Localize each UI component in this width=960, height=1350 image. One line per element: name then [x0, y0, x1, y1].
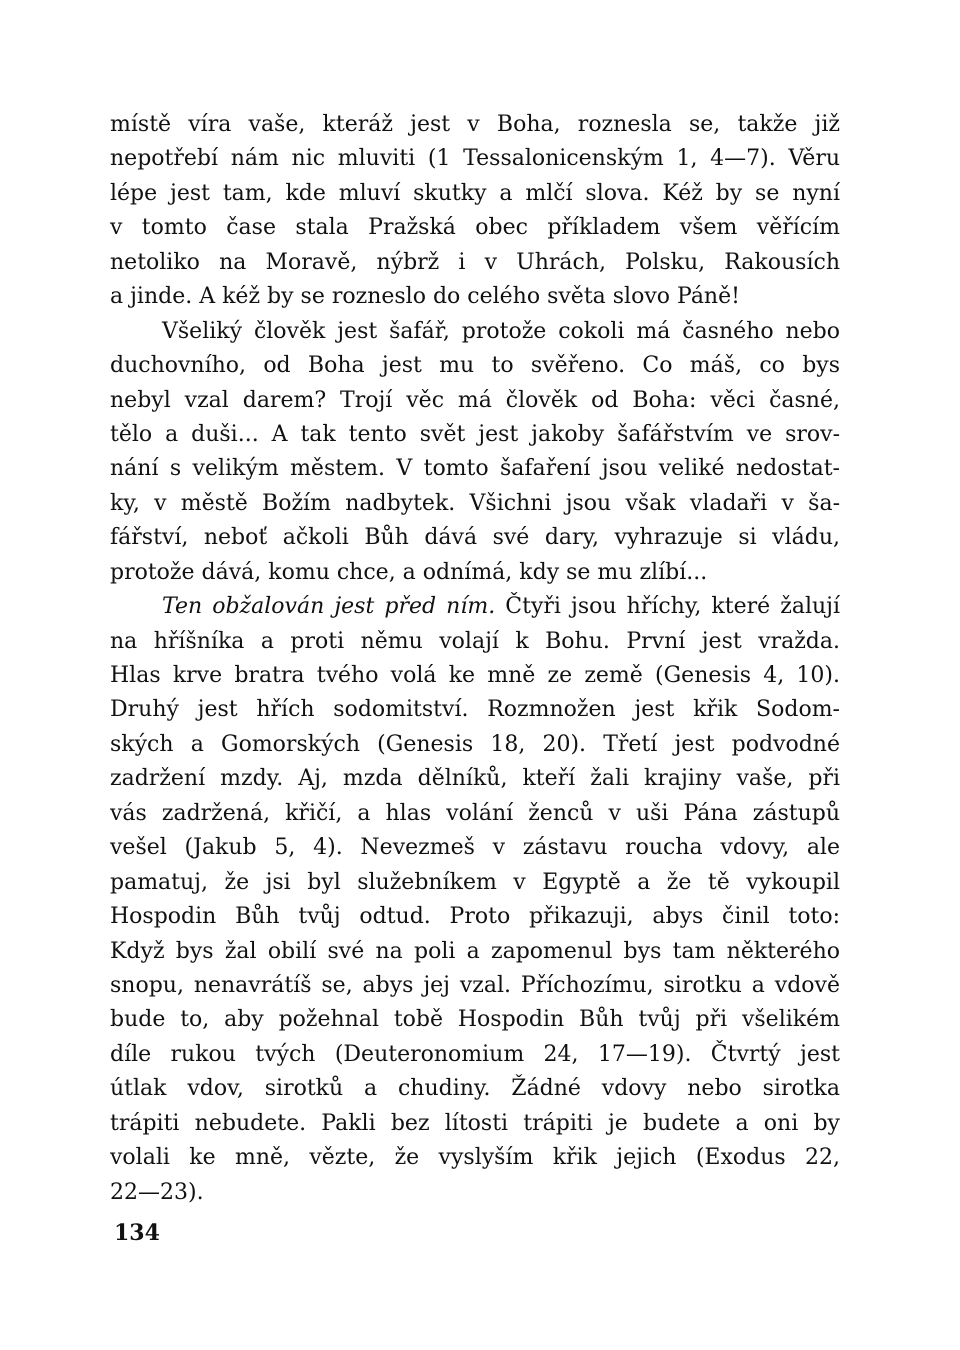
text-line: nebyl vzal darem? Trojí věc má člověk od Boha: věci časné,	[110, 387, 840, 413]
text-line: díle rukou tvých (Deuteronomium 24, 17—19). Čtvrtý jest	[110, 1041, 840, 1067]
text-line: lépe jest tam, kde mluví skutky a mlčí slova. Kéž by se nyní	[110, 180, 840, 206]
text-line: Když bys žal obilí své na poli a zapomenul bys tam některého	[110, 938, 840, 964]
text-line: fářství, neboť ačkoli Bůh dává své dary, vyhrazuje si vládu,	[110, 525, 840, 551]
text-line: místě víra vaše, kteráž jest v Boha, roznesla se, takže již	[110, 112, 840, 137]
text-line: bude to, aby požehnal tobě Hospodin Bůh tvůj při všelikém	[110, 1007, 840, 1033]
text-line: Všeliký člověk jest šafář, protože cokoli má časného nebo	[162, 318, 840, 344]
text-line: nání s velikým městem. V tomto šafaření jsou veliké nedostat-	[110, 456, 840, 482]
text-line: nepotřebí nám nic mluviti (1 Tessalonicenským 1, 4—7). Věru	[110, 146, 840, 172]
text-line: Hlas krve bratra tvého volá ke mně ze země (Genesis 4, 10).	[110, 663, 840, 688]
text-line: útlak vdov, sirotků a chudiny. Žádné vdovy nebo sirotka	[110, 1076, 840, 1102]
text-line: vás zadržená, křičí, a hlas volání ženců v uši Pána zástupů	[110, 800, 840, 826]
text-line: pamatuj, že jsi byl služebníkem v Egyptě a že tě vykoupil	[110, 869, 840, 895]
text-line: 22—23).	[110, 1179, 204, 1205]
text-line: vešel (Jakub 5, 4). Nevezmeš v zástavu roucha vdovy, ale	[110, 835, 840, 861]
text-line-with-quote	[110, 590, 840, 624]
text-line-continuation: Čtyři jsou hříchy, které žalují	[495, 594, 841, 620]
text-line: zadržení mzdy. Aj, mzda dělníků, kteří žali krajiny vaše, při	[110, 766, 840, 792]
page-number: 134	[114, 1220, 160, 1246]
text-line: snopu, nenavrátíš se, abys jej vzal. Příchozímu, sirotku a vdově	[110, 972, 840, 998]
text-line: na hříšníka a proti němu volají k Bohu. První jest vražda.	[110, 628, 840, 654]
text-line: netoliko na Moravě, nýbrž i v Uhrách, Polsku, Rakousích	[110, 249, 840, 275]
text-line: a jinde. A kéž by se rozneslo do celého světa slovo Páně!	[110, 284, 740, 310]
text-line: volali ke mně, vězte, že vyslyším křik jejich (Exodus 22,	[110, 1145, 840, 1171]
text-line: Hospodin Bůh tvůj odtud. Proto přikazuji, abys činil toto:	[110, 904, 840, 930]
text-line: duchovního, od Boha jest mu to svěřeno. Co máš, co bys	[110, 353, 840, 379]
text-line: protože dává, komu chce, a odnímá, kdy se mu zlíbí...	[110, 559, 708, 585]
text-line: ských a Gomorských (Genesis 18, 20). Třetí jest podvodné	[110, 731, 840, 757]
quoted-verse: Ten obžalován jest před ním.	[162, 594, 496, 620]
text-line: ky, v městě Božím nadbytek. Všichni jsou však vladaři v ša-	[110, 490, 840, 516]
text-line: trápiti nebudete. Pakli bez lítosti trápiti je budete a oni by	[110, 1110, 840, 1136]
text-line: tělo a duši... A tak tento svět jest jakoby šafářstvím ve srov-	[110, 421, 840, 447]
body-text	[110, 108, 840, 1210]
text-line: Druhý jest hřích sodomitství. Rozmnožen jest křik Sodom-	[110, 697, 840, 723]
text-line: v tomto čase stala Pražská obec příkladem všem věřícím	[110, 215, 840, 241]
